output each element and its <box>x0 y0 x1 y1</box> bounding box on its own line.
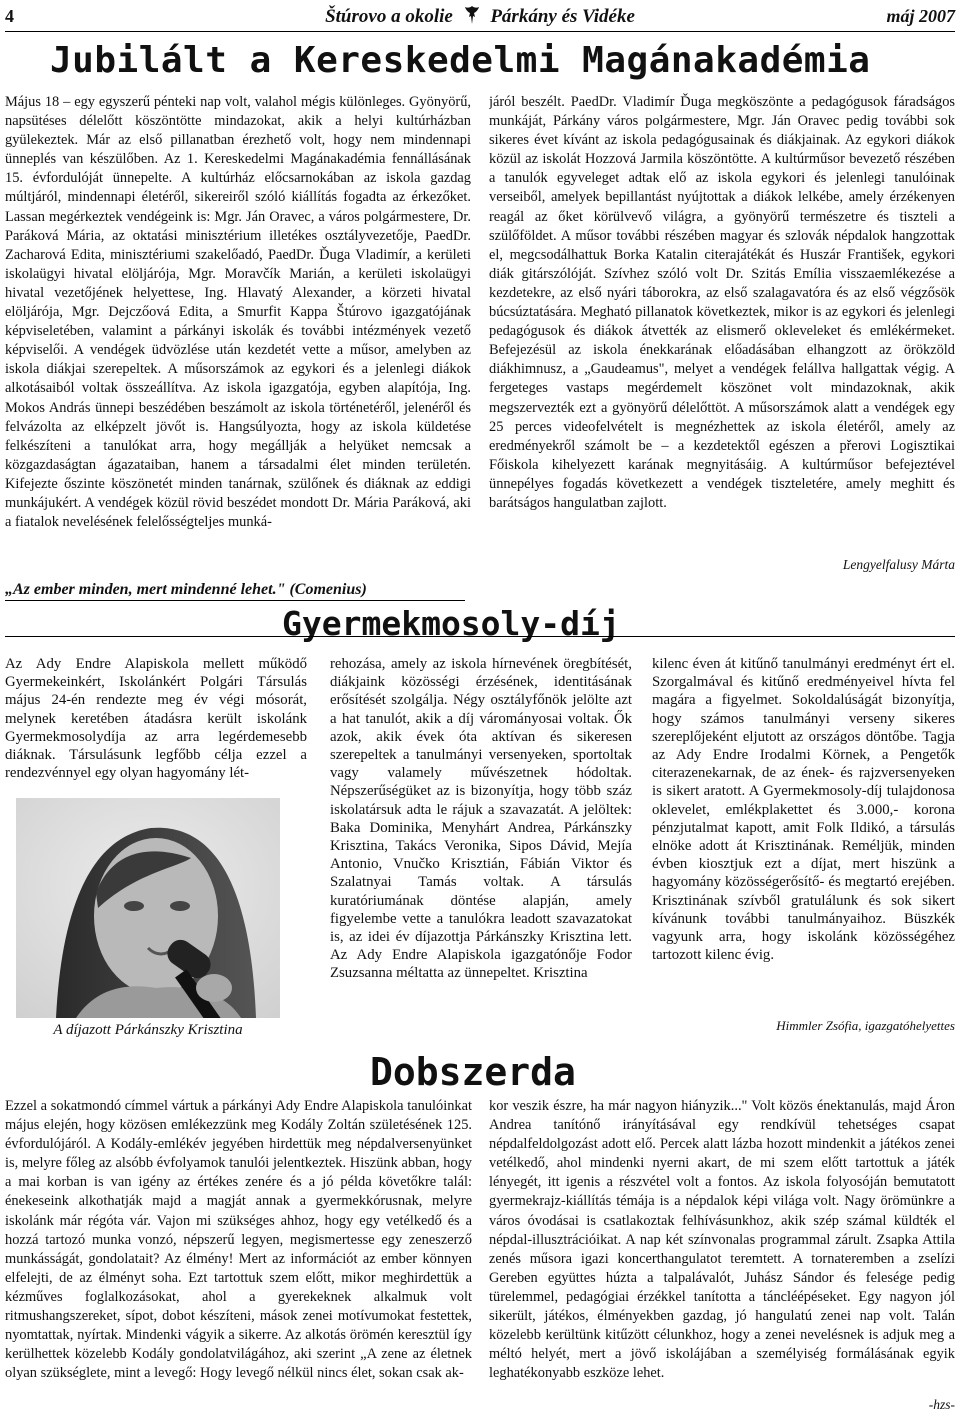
eagle-emblem-icon <box>464 5 480 25</box>
article-jubilee-column-1 <box>5 93 471 577</box>
article-gyermekmosoly-column-3 <box>652 655 955 1017</box>
article-text: rehozása, amely az iskola hírnevének öregbítését, diákjaink közösségi érzésének, identitásának erősítését szolgálja. Négy osztályfőnök jelölte azt a hat tanulót, akik a díj várományosai voltak. Ők azok, akik évek óta aktívan és sikeresen szerepeltek a tanulmányi versenyeken, sportoltak vagy valamely művészetnek hódoltak. Népszerűségüket az is bizonyítja, hogy több száz iskolatársuk adta le rájuk a szavazatát. A jelöltek: Baka Dominika, Menyhárt Andrea, Párkánszky Krisztina, Takács Veronika, Sipos Dávid, Mejía Antonio, Vnučko Krisztián, Fábián Viktor és Szalatnyai Tamás voltak. A társulás kuratóriumának döntése alapján, amely figyelembe vette a tanulókra leadott szavazatokat is, az idei év díjazottja Párkánszky Krisztina lett. Az Ady Endre Alapiskola igazgatónője Fodor Zsuzsanna méltatta az ünnepeltet. Krisztina <box>330 656 632 982</box>
section-divider <box>5 636 955 637</box>
article-text: Ezzel a sokatmondó címmel vártuk a párkányi Ady Endre Alapiskola tanulóinkat május elején, hogy közösen emlékezzünk meg Kodály Zoltán születésének 125. évfordulójáról. A Kodály-emlékév jegyében hirdettük meg népdalversenyünket is, melyre főleg az alsóbb évfolyamok tanulói jelentkeztek. Hiszünk abban, hogy a mai korban is van igény az értékes zenére és a jó példa követőkre talál: énekeseink alkothatják majd a magját annak a gyermekkórusnak, melyre iskolánk már régóta vár. Vajon mi szükséges ahhoz, hogy egy vetélkedő és a hozzá tartozó munka vonzó, népszerű legyen, megismertesse egy zeneszerző munkásságát, gondolatait? Az élmény! Mert az információt az ember könnyen elfelejti, de az élményt soha. Ezt tartottuk szem előtt, mikor meghirdettük a kézműves foglalkozásokat, ahol a gyerekeknek alkalmuk volt ritmushangszereket, sípot, dobot készíteni, mások zenei motívumokat festettek, nyomtattak, nyírtak. Mindenki vágyik a sikerre. Az alkotás örömén keresztül így kerülhettek közelebb Kodály gondolatvilágához, aki szerint „A zene az életnek olyan szükséglete, mint a levegő: Hogy levegő nélkül nincs élet, sokan csak ak- <box>5 1098 472 1382</box>
article-jubilee-column-2 <box>489 93 955 563</box>
page-number: 4 <box>5 6 14 26</box>
article-text: Május 18 – egy egyszerű pénteki nap volt, valahol mégis különleges. Gyönyörű, napsütéses délelőtt köszöntötte mindazokat, akik a helyi kultúrházban gyülekeztek. Már az első pillanatban érezhető volt, hogy nem mindennapi ünneplés van készülőben. Az 1. Kereskedelmi Magánakadémia fennállásának 15. évfordulóját ünnepelte. A kultúrház előcsarnokában az iskola gazdag múltjáról, mindennapi életéről, sikereiről szóló kiállítás fogadta az érkezőket. Lassan megérkeztek vendégeink is: Mgr. Ján Oravec, a város polgármestere, Dr. Paráková Mária, az oktatási minisztérium illetékes osztályvezetője, PaedDr. Zacharová Edita, minisztériumi szakelőadó, PaedDr. Ďuga Vladimír, a kerületi iskolaügyi hivatal elöljárója, Mgr. Moravčík Marián, a kerületi iskolaügyi hivatal vezetőjének helyettese, Ing. Hlavatý Alexander, a körzeti hivatal elöljárója, Mgr. Dejczőová Edita, a Smurfit Kappa Štúrovo igazgatójának képviseletében, valamint a párkányi iskolák és további intézmények vezető képviselői. A vendégek üdvözlése után kezdetét vette a műsor, amelyben az iskola diákjai szerepeltek. A műsorszámok az egykori és a jelenlegi diákok alkotásaiból voltak összeállítva. Az iskola igazgatója, egyben alapítója, Ing. Mokos András ünnepi beszédében beszámolt az iskola történetéről, jelenéről és felvázolta az elképzelt jövőt is. Hangsúlyozta, hogy az iskola küldetése felkészíteni a tanulókat arra, hogy megállják a helyüket nemcsak a közgazdaságtan ágazataiban, hanem a társadalmi élet minden területén. Kifejezte őszinte köszönetét minden tanárnak, szülőnek és diáknak az eddigi munkájukért. A vendégek közül rövid beszédet mondott Dr. Mária Paráková, aki a fiatalok nevelésének felelősségteljes munká- <box>5 94 471 531</box>
publication-name: Štúrovo a okolie <box>325 6 453 27</box>
article-dobszerda-column-1 <box>5 1097 472 1415</box>
issue-date: máj 2007 <box>886 6 955 26</box>
photo-caption: A díjazott Párkánszky Krisztina <box>53 1022 243 1038</box>
article-text: járól beszélt. PaedDr. Vladimír Ďuga megköszönte a pedagógusok fáradságos munkáját, Párkány város polgármestere, Mgr. Ján Oravec pedig további sok sikeres évet kívánt az iskola pedagógusainak és diákjainak. Az egykori diákok közül az iskolát Hozzová Jarmila köszöntötte. A kultúrműsor bevezető részében a tanulók egyveleget adtak elő az iskola egykori és jelenlegi tanulóinak verseiből, amelyek bepillantást nyújtottak a diákok lelkébe, amely érzékenyen reagál az őket körülvevő világra, a gyönyörű természetre és tiszteli a szülőföldet. A műsor további részében magyar és szlovák népdalok hangzottak el, megcsodálhattuk Borka Katalin citerajátékát és Huszár František, egykori diák gitárszólóját. Szívhez szóló volt Dr. Szitás Emília visszaemlékezése a kezdetekre, az első nyári táborokra, az első szalagavatóra és az első végzősök búcsúztatására. Megható pillanatok következtek, mikor is az egykori és jelenlegi pedagógusok és diákok átvették az elismerő okleveleket és emlékérmeket. Befejezésül az iskola énekkarának előadásában elhangzott az örökzöld diákhimnusz, a „Gaudeamus", melyet a vendégek felállva hallgattak végig. A fergeteges vastaps megérdemelt köszönet volt mindazoknak, akik megszervezték ezt a gyönyörű délelőttöt. A műsorszámok alatt a vendégek egy 25 perces videofelvételt is megnézhettek az iskola életéről, amely az eredményekről számolt be – a kezdetektől egészen a přerovi Logisztikai Főiskola kihelyezett karának megnyitásáig. A kultúrműsor befejeztével ünnepélyes fogadás következett a vendégek tiszteletére, amely meghitt és barátságos hangulatban zajlott. <box>489 94 955 511</box>
article-signature: -hzs- <box>928 1397 955 1412</box>
article-dobszerda-column-2 <box>489 1097 955 1400</box>
quote-comenius: „Az ember minden, mert mindenné lehet." (Comenius) <box>5 581 465 601</box>
article-signature: Himmler Zsófia, igazgatóhelyettes <box>776 1018 955 1033</box>
article-signature: Lengyelfalusy Márta <box>842 557 955 572</box>
article-title-dobszerda: Dobszerda <box>370 1050 576 1094</box>
masthead <box>5 5 955 28</box>
publication-name-hu: Párkány és Vidéke <box>490 6 635 27</box>
article-title-gyermekmosoly: Gyermekmosoly-díj <box>282 604 620 643</box>
article-gyermekmosoly-column-1 <box>5 655 307 795</box>
page-header <box>5 2 955 32</box>
article-title-jubilee: Jubilált a Kereskedelmi Magánakadémia <box>50 40 871 81</box>
article-gyermekmosoly-column-2 <box>330 655 632 1035</box>
photo-award-winner <box>16 798 280 1018</box>
article-text: kor veszik észre, ha már nagyon hiányzik..." Volt közös énektanulás, majd Áron Andrea tanítónő irányításával egy rendkívül tehetséges csapat népdalfeldolgozást adott elő. Percek alatt lázba hozott mindenkit a játékos zenei vetélkedő, ahol mindenki nyerni akart, de mi szem előtt tartottuk a játék lényegét, itt igenis a részvétel volt a fontos. Az iskola folyosóján bemutatott gyermekrajz-kiállítás témája is a népdalok képi világa volt. Nagy örömünkre a város óvodásai is csatlakoztak felhívásunkhoz, akik szép számal küldték el népdal-illusztrációikat. A nap két színvonalas programmal zárult. Zsapka Attila zenés műsora igazi koncerthangulatot teremtett. A tornateremben a zselízi Gereben együttes húzta a talpalávalót, Juhász Sándor és felesége pedig türelemmel, pedagógiai érzékkel tanította a táncléépéseket. Egy nagyon jól sikerült, játékos, élményekben gazdag, jó hangulatú zenei nap volt. Talán közelebb kerültünk kitűzött célunkhoz, hogy a zenei nevelésnek is adjuk meg a méltó helyét, mert a jövő iskolájában a személyiség formálásának egyik leghatékonyabb eszköze lehet. <box>489 1098 955 1382</box>
article-text: Az Ady Endre Alapiskola mellett működő Gyermekeinkért, Iskolánkért Polgári Társulás május 24-én rendezte meg év végi mósorát, melynek keretében átadásra került iskolánk Gyermekmosolydíja az arra legérdemesebb diáknak. Társulásunk legfőbb célja ezzel a rendezvénnyel egy olyan hagyomány lét- <box>5 656 307 782</box>
article-text: kilenc éven át kitűnő tanulmányi eredményt ért el. Szorgalmával és kitűnő eredményeivel hívta fel magára a figyelmet. Sokoldalúságát bizonyítja, hogy számos tanulmányi verseny sikeres szereplőjeként eljutott az országos döntőbe. Tagja az Ady Endre Irodalmi Körnek, a Pengetők citerazenekarnak, de az ének- és rajzversenyeken is sikert aratott. A Gyermekmosoly-díj tulajdonosa oklevelet, emlékplakettet és 3.000,- korona pénzjutalmat kapott, amit Folk Ildikó, a társulás elnöke adott át Krisztinának. Reméljük, minden évben kiosztjuk ezt a díjat, mert hiszünk a hagyomány közösségerősítő- és megtartó erejében. Krisztinának szívből gratulálunk és sok sikert kívánunk további tanulmányaihoz. Büszkék vagyunk arra, hogy iskolánk közösségéhez tartozott kilenc évig. <box>652 656 955 964</box>
